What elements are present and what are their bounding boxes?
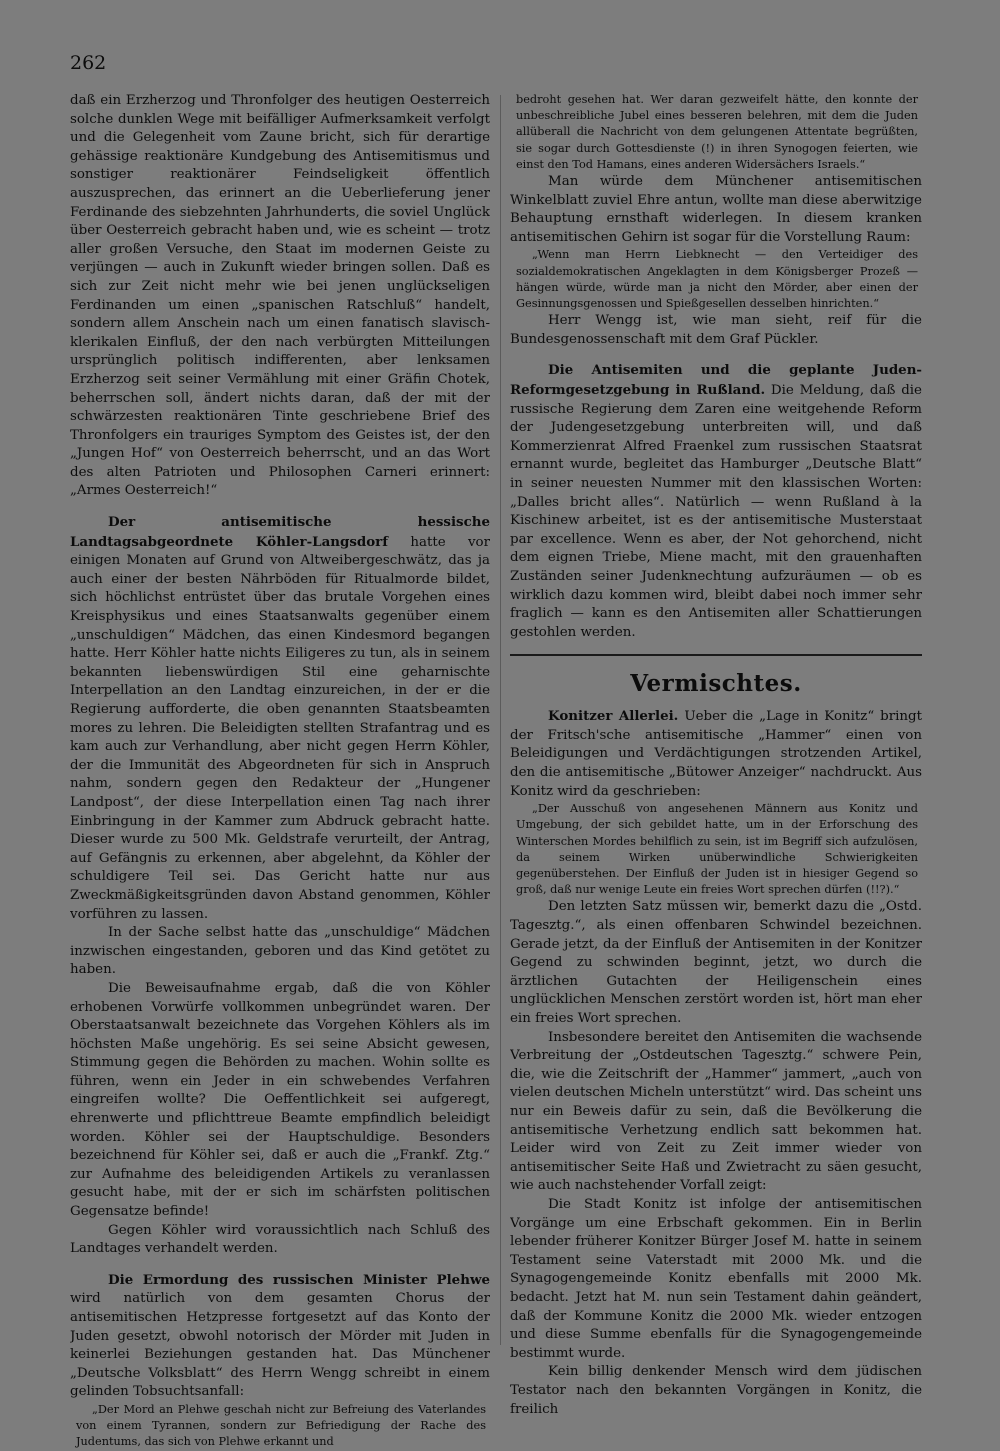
right-column (510, 92, 922, 1419)
column-divider (500, 95, 501, 1345)
left-column (70, 92, 490, 1451)
article-russland (510, 361, 922, 642)
paragraph-beweisaufnahme: Die Beweisaufnahme ergab, daß die von Köhler erhobenen Vorwürfe vollkommen unbegründet waren. Der Oberstaatsanwalt bezeichnete das Vorgehen Köhlers als im höchsten Maße ungehörig. Es sei seine Absicht gewesen, Stimmung gegen die Behörden zu machen. Wohin sollte es führen, wenn ein Jeder in ein schwebendes Verfahren eingreifen wollte? Die Oeffentlichkeit sei aufgeregt, ehrenwerte und pflichttreue Beamte empfindlich beleidigt worden. Köhler sei der Hauptschuldige. Besonders bezeichnend für Köhler sei, daß er auch die „Frankf. Ztg.“ zur Aufnahme des beleidigenden Artikels zu veranlassen gesucht habe, mit der er sich im schärfsten politischen Gegensatze befinde! (70, 980, 490, 1220)
paragraph-winkelblatt: Man würde dem Münchener antisemitischen Winkelblatt zuviel Ehre antun, wollte man diese aberwitzige Behauptung ernsthaft widerlegen. In diesem kranken antisemitischen Gehirn ist sogar für die Vorstellung Raum: (510, 174, 922, 245)
paragraph-ferdinande: daß ein Erzherzog und Thronfolger des heutigen Oesterreich solche dunklen Wege mit beifälliger Aufmerksamkeit verfolgt und die Gelegenheit vom Zaune bricht, sich für derartige gehässige reaktionäre Kundgebung des Antisemitismus und sonstiger reaktionärer Feindseligkeit öffentlich auszusprechen, das erinnert an die Ueberlieferung jener Ferdinande des siebzehnten Jahrhunderts, die soviel Unglück über Oesterreich gebracht haben und, wie es scheint — trotz aller großen Versuche, den Staat im modernen Geiste zu verjüngen — auch in Zukunft wieder bringen sollen. Daß es sich zur Zeit nicht mehr wie bei jenen unglückseligen Ferdinanden um einen „spanischen Ratschluß“ handelt, sondern allem Anschein nach um einen fanatisch slavisch-klerikalen Einfluß, der den nach verbürgten Mitteilungen ursprünglich politisch indifferenten, aber lenksamen Erzherzog seit seiner Vermählung mit einer Gräfin Chotek, beherrschen soll, ändert nichts daran, daß der mit der schwärzesten reaktionären Tinte geschriebene Brief des Thronfolgers ein trauriges Symptom des Geistes ist, der den „Jungen Hof“ von Oesterreich beherrscht, und an das Wort des alten Patrioten und Philosophen Carneri erinnert: „Armes Oesterreich!“ (70, 93, 490, 499)
paragraph-landtag: Gegen Köhler wird voraussichtlich nach Schluß des Landtages verhandelt werden. (70, 1222, 490, 1257)
article-konitz-body: Ueber die „Lage in Konitz“ bringt der Fritsch'sche antisemitische „Hammer“ einen von Beleidigungen und Verdächtigungen strotzenden Artikel, den die antisemitische „Bütower Anzeiger“ nachdruckt. Aus Konitz wird da geschrieben: (510, 709, 922, 799)
quote-volksblatt-continued: bedroht gesehen hat. Wer daran gezweifelt hätte, den konnte der unbeschreibliche Jubel eines besseren belehren, mit dem die Juden allüberall die Nachricht von dem gelungenen Attentate begrüßten, sie sogar durch Gottesdienste (!) in ihren Synogogen feierten, wie einst den Tod Hamans, eines anderen Widersächers Israels.“ (516, 93, 918, 171)
paragraph-letzter-satz: Den letzten Satz müssen wir, bemerkt dazu die „Ostd. Tagesztg.“, als einen offenbaren Schwindel bezeichnen. Gerade jetzt, da der Einfluß der Antisemiten in der Konitzer Gegend zu schwinden beginnt, jetzt, wo durch die ärztlichen Gutachten der Heiligenschein eines unglücklichen Menschen zerstört worden ist, hört man eher ein freies Wort sprechen. (510, 899, 922, 1027)
article-koehler (70, 513, 490, 924)
quote-volksblatt: „Der Mord an Plehwe geschah nicht zur Befreiung des Vaterlandes von einem Tyrannen, sondern zur Befriedigung der Rache des Judentums, das sich von Plehwe erkannt und (76, 1402, 486, 1449)
paragraph-tagesztg: Insbesondere bereitet den Antisemiten die wachsende Verbreitung der „Ostdeutschen Tagesztg.“ schwere Pein, die, wie die Zeitschrift der „Hammer“ jammert, „auch von vielen deutschen Micheln unterstützt“ wird. Das scheint uns nur ein Beweis dafür zu sein, daß die Bevölkerung die antisemitische Verhetzung endlich satt bekommen hat. Leider wird von Zeit zu Zeit immer wieder von antisemitischer Seite Haß und Zwietracht zu säen gesucht, wie auch nachstehender Vorfall zeigt: (510, 1029, 922, 1194)
article-plehwe-body: wird natürlich von dem gesamten Chorus der antisemitischen Hetzpresse fortgesetzt auf das Konto der Juden gesetzt, obwohl notorisch der Mörder mit Juden in keinerlei Beziehungen gestanden hat. Das Münchener „Deutsche Volksblatt“ des Herrn Wengg schreibt in einem gelinden Tobsuchtsanfall: (70, 1291, 490, 1400)
article-konitz (510, 707, 922, 801)
article-russland-body: Die Meldung, daß die russische Regierung dem Zaren eine weitgehende Reform der Judengesetzgebung unterbreiten will, und daß Kommerzienrat Alfred Fraenkel zum russischen Staatsrat ernannt wurde, begleitet das Hamburger „Deutsche Blatt“ in seiner neuesten Nummer mit den klassischen Worten: „Dalles bricht alles“. Natürlich — wenn Rußland à la Kischinew arbeitet, ist es der antisemitische Musterstaat par excellence. Wenn es aber, der Not gehorchend, nicht dem eignen Triebe, Miene macht, mit den grauenhaften Zuständen seiner Judenknechtung aufzuräumen — ob es wirklich dazu kommen wird, bleibt dabei noch immer sehr fraglich — kann es den Antisemiten aller Schattierungen gestohlen werden. (510, 382, 922, 640)
paragraph-maedchen: In der Sache selbst hatte das „unschuldige“ Mädchen inzwischen eingestanden, geboren und das Kind getötet zu haben. (70, 925, 490, 978)
section-divider (510, 654, 922, 656)
quote-ausschuss: „Der Ausschuß von angesehenen Männern aus Konitz und Umgebung, der sich gebildet hatte, um in der Erforschung des Winterschen Mordes behilflich zu sein, ist im Begriff sich aufzulösen, da seinem Wirken unüberwindliche Schwierigkeiten gegenüberstehen. Der Einfluß der Juden ist in hiesiger Gegend so groß, daß nur wenige Leute ein freies Wort sprechen dürfen (!!?).“ (516, 802, 918, 897)
page-number: 262 (70, 52, 107, 74)
headline-plehwe: Die Ermordung des russischen Minister Plehwe (108, 1271, 490, 1288)
headline-konitz: Konitzer Allerlei. (548, 708, 679, 725)
quote-liebknecht: „Wenn man Herrn Liebknecht — den Verteidiger des sozialdemokratischen Angeklagten in dem Königsberger Prozeß — hängen würde, würde man ja nicht den Mörder, aber einen der Gesinnungsgenossen und Spießgesellen desselben hinrichten.“ (516, 248, 918, 310)
headline-russland: Die Antisemiten und die geplante Juden-Reformgesetzgebung in Rußland. (510, 362, 922, 398)
paragraph-testator: Kein billig denkender Mensch wird dem jüdischen Testator nach den bekannten Vorgängen in Konitz, die freilich (510, 1364, 922, 1417)
paragraph-erbschaft: Die Stadt Konitz ist infolge der antisemitischen Vorgänge um eine Erbschaft gekommen. Ein in Berlin lebender früherer Konitzer Bürger Josef M. hatte in seinem Testament seine Vaterstadt mit 2000 Mk. und die Synagogengemeinde Konitz ebenfalls mit 2000 Mk. bedacht. Jetzt hat M. nun sein Testament dahin geändert, daß der Kommune Konitz die 2000 Mk. wieder entzogen und diese Summe ebenfalls für die Synagogengemeinde bestimmt wurde. (510, 1196, 922, 1361)
paragraph-wengg: Herr Wengg ist, wie man sieht, reif für die Bundesgenossenschaft mit dem Graf Pückler. (510, 313, 922, 347)
article-plehwe (70, 1271, 490, 1402)
headline-koehler: Der antisemitische hessische Landtagsabgeordnete Köhler-Langsdorf (70, 514, 490, 550)
section-title-vermischtes: Vermischtes. (630, 670, 802, 698)
article-koehler-body: hatte vor einigen Monaten auf Grund von Altweibergeschwätz, das ja auch einer der besten Nährböden für Ritualmorde bildet, sich höchlichst entrüstet über das brutale Vorgehen eines Kreisphysikus und eines Staatsanwalts gegenüber einem „unschuldigen“ Mädchen, das einen Kindesmord begangen hatte. Herr Köhler hatte nichts Eiligeres zu tun, als in seinem bekannten liebenswürdigen Stil eine geharnischte Interpellation an den Landtag einzureichen, in der er die Regierung aufforderte, die oben genannten Staatsbeamten mores zu lehren. Die Beleidigten stellten Strafantrag und es kam auch zur Verhandlung, aber nicht gegen Herrn Köhler, der die Immunität des Abgeordneten für sich in Anspruch nahm, sondern gegen den Redakteur der „Hungener Landpost“, der diese Interpellation einen Tag nach ihrer Einbringung in der Kammer zum Abdruck gebracht hatte. Dieser wurde zu 500 Mk. Geldstrafe verurteilt, der Antrag, auf Gefängnis zu erkennen, aber abgelehnt, da Köhler der schuldigere Teil sei. Das Gericht hatte nur aus Zweckmäßigkeitsgründen davon Abstand genommen, Köhler vorführen zu lassen. (70, 534, 490, 922)
